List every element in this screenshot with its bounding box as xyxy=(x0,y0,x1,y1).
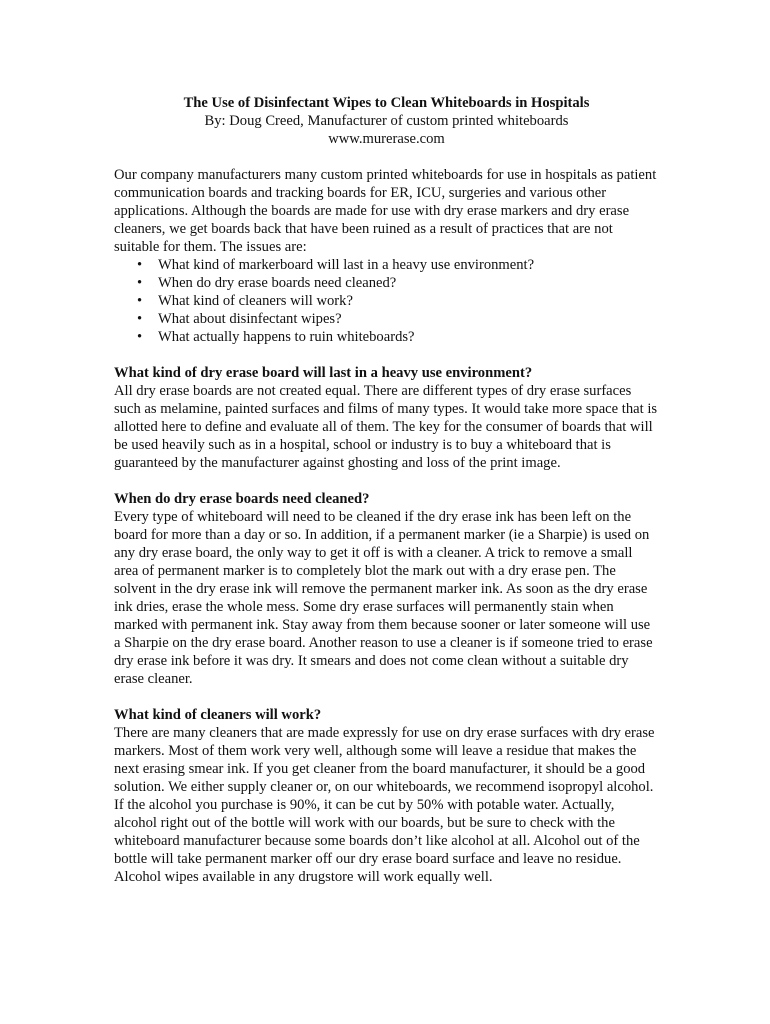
bullet-icon: • xyxy=(137,311,143,327)
list-item-text: What kind of cleaners will work? xyxy=(158,293,353,309)
spacer xyxy=(114,148,659,166)
section-heading-board-durability: What kind of dry erase board will last in a heavy use environment? xyxy=(114,365,533,381)
bullet-icon: • xyxy=(137,329,143,345)
bullet-icon: • xyxy=(137,275,143,291)
issues-list xyxy=(114,256,659,346)
list-item-text: When do dry erase boards need cleaned? xyxy=(158,275,397,291)
section-body-board-durability: All dry erase boards are not created equal. There are different types of dry erase surfaces such as melamine, painted surfaces and films of many types. It would take more space that is allotted here to define and evaluate all of them. The key for the consumer of boards that will be used heavily such as in a hospital, school or industry is to buy a whiteboard that is guaranteed by the manufacturer against ghosting and loss of the print image. xyxy=(114,383,658,471)
document-page xyxy=(114,94,659,886)
list-item xyxy=(114,328,659,346)
section-heading-when-to-clean: When do dry erase boards need cleaned? xyxy=(114,491,370,507)
website-url: www.murerase.com xyxy=(328,131,445,147)
list-item-text: What about disinfectant wipes? xyxy=(158,311,342,327)
document-title: The Use of Disinfectant Wipes to Clean Whiteboards in Hospitals xyxy=(183,95,590,111)
bullet-icon: • xyxy=(137,257,143,273)
intro-paragraph: Our company manufacturers many custom printed whiteboards for use in hospitals as patient communication boards and tracking boards for ER, ICU, surgeries and various other applications. Although the boards are made for use with dry erase markers and dry erase cleaners, we get boards back that have been ruined as a result of practices that are not suitable for them. The issues are: xyxy=(114,167,657,255)
spacer xyxy=(114,346,659,364)
document-header xyxy=(114,94,659,148)
author-byline: By: Doug Creed, Manufacturer of custom printed whiteboards xyxy=(204,113,569,129)
list-item xyxy=(114,292,659,310)
section-body-when-to-clean: Every type of whiteboard will need to be cleaned if the dry erase ink has been left on the board for more than a day or so. In addition, if a permanent marker (ie a Sharpie) is used on any dry erase board, the only way to get it off is with a cleaner. A trick to remove a small area of permanent marker is to completely blot the mark out with a dry erase pen. The solvent in the dry erase ink will remove the permanent marker ink. As soon as the dry erase ink dries, erase the whole mess. Some dry erase surfaces will permanently stain when marked with permanent ink. Stay away from them because sooner or later someone will use a Sharpie on the dry erase board. Another reason to use a cleaner is if someone tried to erase dry erase ink before it was dry. It smears and does not come clean without a suitable dry erase cleaner. xyxy=(114,509,653,687)
list-item xyxy=(114,274,659,292)
list-item-text: What kind of markerboard will last in a heavy use environment? xyxy=(158,257,535,273)
bullet-icon: • xyxy=(137,293,143,309)
list-item xyxy=(114,256,659,274)
section-heading-cleaners: What kind of cleaners will work? xyxy=(114,707,322,723)
section-body-cleaners: There are many cleaners that are made expressly for use on dry erase surfaces with dry erase markers. Most of them work very well, although some will leave a residue that makes the next erasing smear ink. If you get cleaner from the board manufacturer, it should be a good solution. We either supply cleaner or, on our whiteboards, we recommend isopropyl alcohol. If the alcohol you purchase is 90%, it can be cut by 50% with potable water. Actually, alcohol right out of the bottle will work with our boards, but be sure to check with the whiteboard manufacturer because some boards don’t like alcohol at all. Alcohol out of the bottle will take permanent marker off our dry erase board surface and leave no residue. Alcohol wipes available in any drugstore will work equally well. xyxy=(114,725,655,885)
spacer xyxy=(114,472,659,490)
list-item-text: What actually happens to ruin whiteboards? xyxy=(158,329,415,345)
spacer xyxy=(114,688,659,706)
list-item xyxy=(114,310,659,328)
